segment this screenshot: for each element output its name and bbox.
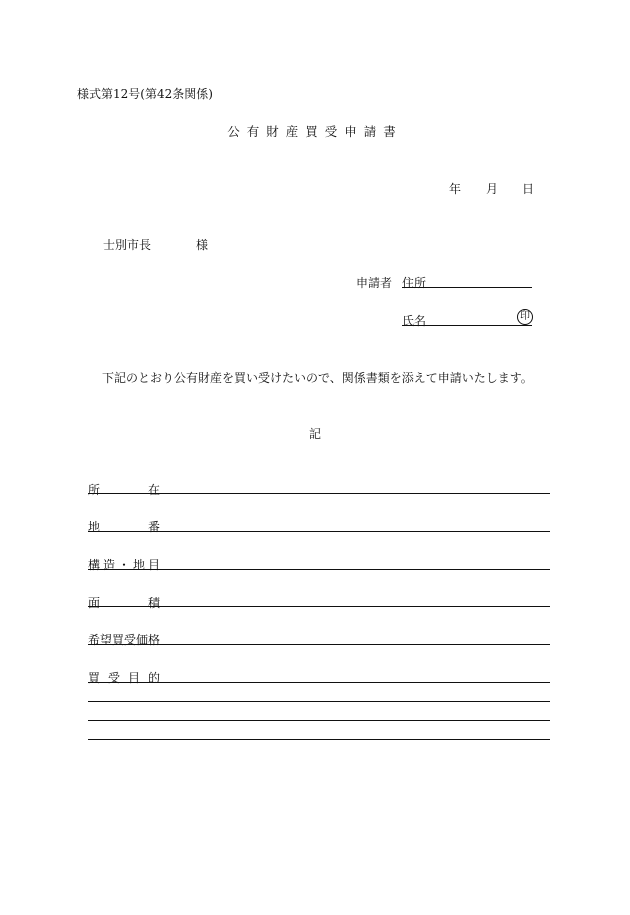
purpose-extra-line[interactable] xyxy=(88,739,550,740)
field-label-location: 所在 xyxy=(88,483,160,497)
name-field-line[interactable] xyxy=(402,325,532,326)
field-line-lot-number[interactable] xyxy=(88,531,550,532)
addressee-honorific: 様 xyxy=(196,238,209,252)
address-label: 住所 xyxy=(402,276,427,290)
purpose-extra-line[interactable] xyxy=(88,720,550,721)
field-line-location[interactable] xyxy=(88,493,550,494)
field-label-desired-price: 希望買受価格 xyxy=(88,633,161,647)
applicant-label: 申請者 xyxy=(356,276,393,290)
request-statement: 下記のとおり公有財産を買い受けたいので、関係書類を添えて申請いたします。 xyxy=(102,371,533,385)
field-label-structure-landcategory: 構造・地目 xyxy=(88,558,160,572)
field-line-desired-price[interactable] xyxy=(88,644,550,645)
ki-heading: 記 xyxy=(308,427,321,441)
field-label-area: 面積 xyxy=(88,596,160,610)
field-line-structure-landcategory[interactable] xyxy=(88,569,550,570)
field-label-purpose: 買受目的 xyxy=(88,671,160,685)
field-line-purpose[interactable] xyxy=(88,682,550,683)
seal-mark: 印 xyxy=(517,309,533,325)
addressee-name: 士別市長 xyxy=(103,238,152,252)
date-day-label: 日 xyxy=(522,182,535,196)
field-label-lot-number: 地番 xyxy=(88,520,160,534)
purpose-extra-line[interactable] xyxy=(88,701,550,702)
date-year-label: 年 xyxy=(449,182,462,196)
form-number-label: 様式第12号(第42条関係) xyxy=(77,87,213,101)
name-label: 氏名 xyxy=(402,314,427,328)
field-line-area[interactable] xyxy=(88,606,550,607)
address-field-line[interactable] xyxy=(402,287,532,288)
document-title: 公有財産買受申請書 xyxy=(227,124,403,139)
date-month-label: 月 xyxy=(486,182,499,196)
